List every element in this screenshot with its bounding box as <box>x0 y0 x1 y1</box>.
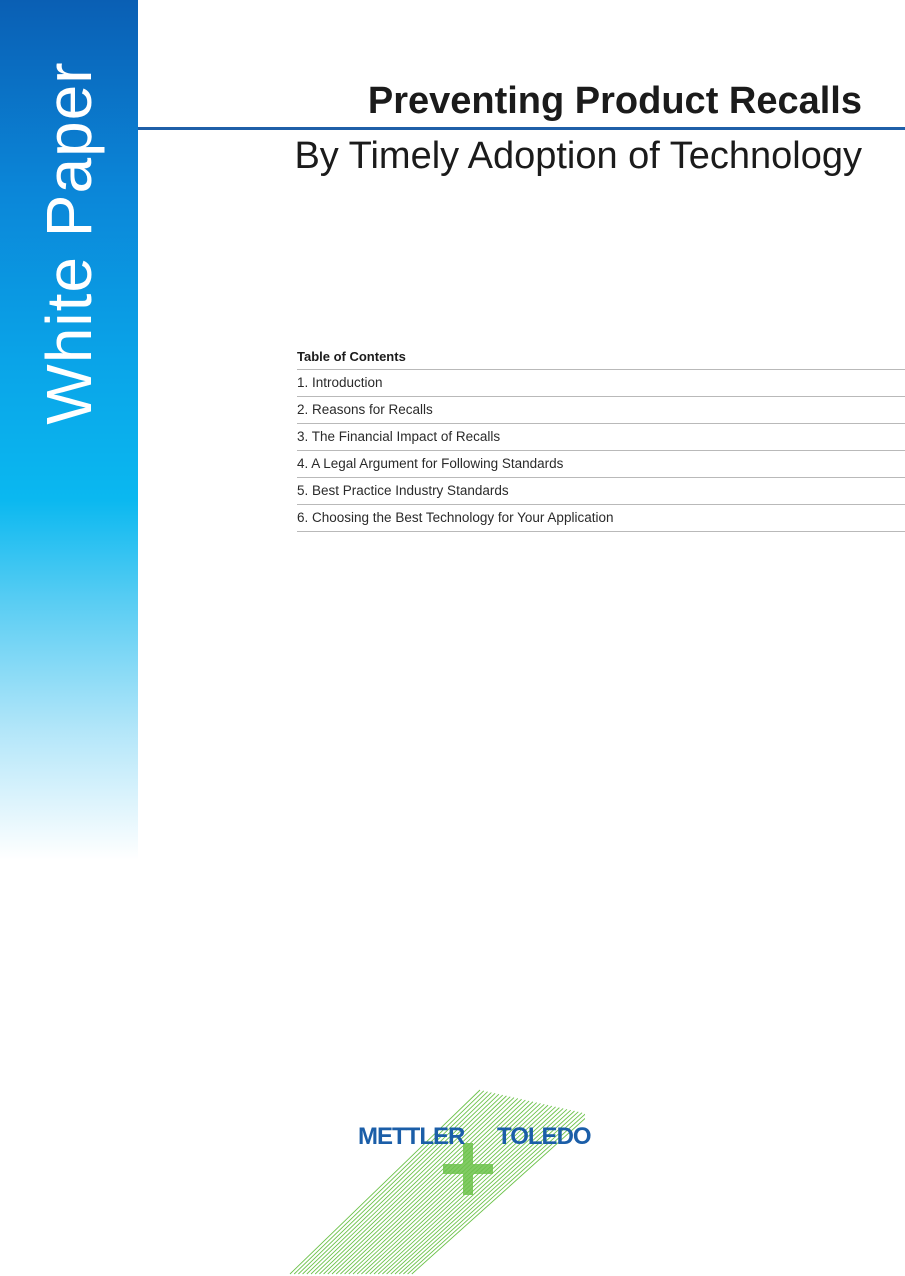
toc-heading: Table of Contents <box>297 346 905 370</box>
document-type-label: White Paper <box>33 61 105 425</box>
toc-item[interactable]: 6. Choosing the Best Technology for Your Application <box>297 505 905 532</box>
logo-wordmark-right: TOLEDO <box>497 1123 591 1150</box>
document-subtitle: By Timely Adoption of Technology <box>294 135 862 177</box>
toc-item[interactable]: 2. Reasons for Recalls <box>297 397 905 424</box>
logo-mark-icon <box>285 1088 585 1276</box>
toc-item[interactable]: 3. The Financial Impact of Recalls <box>297 424 905 451</box>
header-rule <box>138 127 905 130</box>
sidebar-band <box>0 0 138 860</box>
toc-item[interactable]: 4. A Legal Argument for Following Standards <box>297 451 905 478</box>
table-of-contents <box>297 346 905 532</box>
logo-wordmark-left: METTLER <box>358 1123 465 1150</box>
toc-list <box>297 370 905 532</box>
document-title: Preventing Product Recalls <box>367 80 862 122</box>
toc-item[interactable]: 1. Introduction <box>297 370 905 397</box>
toc-item[interactable]: 5. Best Practice Industry Standards <box>297 478 905 505</box>
